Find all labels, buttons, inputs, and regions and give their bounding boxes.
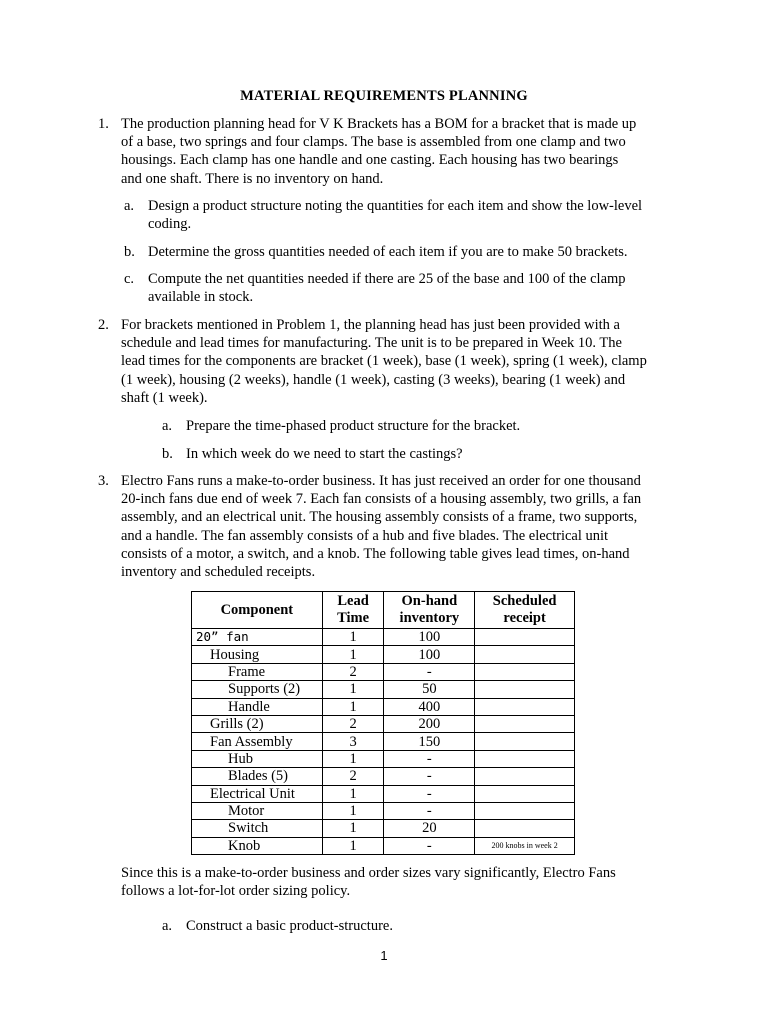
- table-row: [192, 715, 575, 732]
- text-line: Construct a basic product-structure.: [186, 918, 393, 934]
- header-scheduled: [475, 592, 575, 629]
- cell-onhand: 100: [384, 629, 475, 646]
- cell-component: Frame: [192, 663, 323, 680]
- cell-lead: 1: [322, 837, 384, 854]
- header-line: inventory: [399, 610, 460, 626]
- cell-sched: [475, 629, 575, 646]
- table-row: [192, 629, 575, 646]
- text-line: Design a product structure noting the quantities for each item and show the low-level: [148, 198, 643, 214]
- text-line: consists of a motor, a switch, and a knob. The following table gives lead times, on-hand: [121, 545, 630, 562]
- cell-lead: 1: [322, 646, 384, 663]
- text-line: inventory and scheduled receipts.: [121, 564, 316, 581]
- table-row: [192, 802, 575, 819]
- cell-lead: 1: [322, 629, 384, 646]
- cell-onhand: 100: [384, 646, 475, 663]
- cell-onhand: 400: [384, 698, 475, 715]
- cell-sched: 200 knobs in week 2: [475, 837, 575, 854]
- cell-lead: 2: [322, 663, 384, 680]
- text-line: Prepare the time-phased product structure for the bracket.: [186, 418, 521, 434]
- cell-component: Supports (2): [192, 681, 323, 698]
- cell-onhand: 150: [384, 733, 475, 750]
- text-line: follows a lot-for-lot order sizing policy.: [121, 883, 351, 900]
- text-line: lead times for the components are bracket (1 week), base (1 week), spring (1 week), clamp: [121, 353, 647, 370]
- cell-component: Hub: [192, 750, 323, 767]
- header-line: Time: [337, 610, 370, 626]
- page-title: MATERIAL REQUIREMENTS PLANNING: [240, 88, 528, 104]
- problem-2b-text: [186, 445, 675, 463]
- cell-sched: [475, 750, 575, 767]
- cell-component: 20” fan: [192, 629, 323, 646]
- text-line: of a base, two springs and four clamps. The base is assembled from one clamp and two: [121, 134, 626, 151]
- text-line: For brackets mentioned in Problem 1, the planning head has just been provided with a: [121, 317, 620, 333]
- text-line: housings. Each clamp has one handle and one casting. Each housing has two bearings: [121, 152, 619, 169]
- part-label: a.: [124, 198, 135, 214]
- table-row: [192, 698, 575, 715]
- text-line: available in stock.: [148, 289, 254, 306]
- text-line: shaft (1 week).: [121, 389, 208, 406]
- cell-onhand: -: [384, 750, 475, 767]
- table-row: [192, 820, 575, 837]
- cell-lead: 1: [322, 681, 384, 698]
- text-line: Electro Fans runs a make-to-order business. It has just received an order for one thousand: [121, 473, 641, 489]
- cell-sched: [475, 663, 575, 680]
- cell-sched: [475, 698, 575, 715]
- cell-lead: 1: [322, 698, 384, 715]
- problem-1c-text: [148, 270, 675, 306]
- cell-component: Blades (5): [192, 768, 323, 785]
- header-component: Component: [192, 592, 323, 629]
- cell-component: Handle: [192, 698, 323, 715]
- part-label: c.: [124, 271, 135, 287]
- text-line: coding.: [148, 216, 192, 233]
- page-number: 1: [380, 948, 388, 963]
- table-row: [192, 837, 575, 854]
- text-line: Determine the gross quantities needed of each item if you are to make 50 brackets.: [148, 244, 628, 260]
- cell-sched: [475, 802, 575, 819]
- cell-sched: [475, 646, 575, 663]
- cell-onhand: 200: [384, 715, 475, 732]
- part-label: a.: [162, 418, 173, 434]
- cell-component: Knob: [192, 837, 323, 854]
- text-line: schedule and lead times for manufacturing. The unit is to be prepared in Week 10. The: [121, 335, 622, 352]
- problem-3a-text: [186, 917, 675, 935]
- cell-component: Housing: [192, 646, 323, 663]
- cell-onhand: 50: [384, 681, 475, 698]
- text-line: Since this is a make-to-order business and order sizes vary significantly, Electro Fans: [121, 865, 616, 881]
- cell-sched: [475, 733, 575, 750]
- table-row: [192, 733, 575, 750]
- cell-onhand: -: [384, 785, 475, 802]
- table-row: [192, 768, 575, 785]
- problem-2-text: [121, 316, 675, 407]
- cell-lead: 1: [322, 785, 384, 802]
- part-label: a.: [162, 918, 173, 934]
- problem-2a-text: [186, 417, 675, 435]
- component-table: [191, 591, 575, 855]
- problem-3-number: 3.: [98, 473, 109, 489]
- text-line: The production planning head for V K Brackets has a BOM for a bracket that is made up: [121, 116, 637, 132]
- problem-1-text: [121, 115, 675, 188]
- cell-component: Switch: [192, 820, 323, 837]
- cell-onhand: -: [384, 663, 475, 680]
- table-row: [192, 785, 575, 802]
- cell-lead: 2: [322, 715, 384, 732]
- cell-component: Motor: [192, 802, 323, 819]
- table-row: [192, 663, 575, 680]
- header-line: receipt: [503, 610, 546, 626]
- cell-sched: [475, 681, 575, 698]
- problem-2-number: 2.: [98, 317, 109, 333]
- text-line: (1 week), housing (2 weeks), handle (1 week), casting (3 weeks), bearing (1 week) and: [121, 371, 626, 388]
- text-line: 20-inch fans due end of week 7. Each fan consists of a housing assembly, two grills, a fan: [121, 491, 642, 508]
- cell-onhand: -: [384, 837, 475, 854]
- cell-component: Grills (2): [192, 715, 323, 732]
- cell-onhand: 20: [384, 820, 475, 837]
- text-line: In which week do we need to start the castings?: [186, 446, 463, 462]
- part-label: b.: [124, 244, 135, 260]
- cell-component: Electrical Unit: [192, 785, 323, 802]
- header-onhand: [384, 592, 475, 629]
- table-row: [192, 646, 575, 663]
- text-line: Compute the net quantities needed if there are 25 of the base and 100 of the clamp: [148, 271, 626, 287]
- text-line: and a handle. The fan assembly consists of a hub and five blades. The electrical unit: [121, 527, 609, 544]
- header-line: On-hand: [401, 593, 458, 609]
- problem-1a-text: [148, 197, 675, 233]
- cell-onhand: -: [384, 802, 475, 819]
- problem-1-number: 1.: [98, 116, 109, 132]
- table-header-row: [192, 592, 575, 629]
- problem-3-text: [121, 472, 675, 581]
- cell-lead: 3: [322, 733, 384, 750]
- problem-1b-text: [148, 243, 675, 261]
- cell-lead: 2: [322, 768, 384, 785]
- cell-sched: [475, 715, 575, 732]
- table-row: [192, 750, 575, 767]
- cell-onhand: -: [384, 768, 475, 785]
- cell-sched: [475, 768, 575, 785]
- part-label: b.: [162, 446, 173, 462]
- cell-sched: [475, 785, 575, 802]
- text-line: assembly, and an electrical unit. The housing assembly consists of a frame, two supports,: [121, 509, 638, 526]
- header-lead-time: [322, 592, 384, 629]
- table-row: [192, 681, 575, 698]
- cell-lead: 1: [322, 802, 384, 819]
- cell-component: Fan Assembly: [192, 733, 323, 750]
- text-line: and one shaft. There is no inventory on hand.: [121, 170, 384, 187]
- problem-3-after-table-text: [121, 864, 675, 900]
- cell-sched: [475, 820, 575, 837]
- header-line: Lead: [337, 593, 369, 609]
- cell-lead: 1: [322, 820, 384, 837]
- cell-lead: 1: [322, 750, 384, 767]
- header-line: Scheduled: [492, 593, 557, 609]
